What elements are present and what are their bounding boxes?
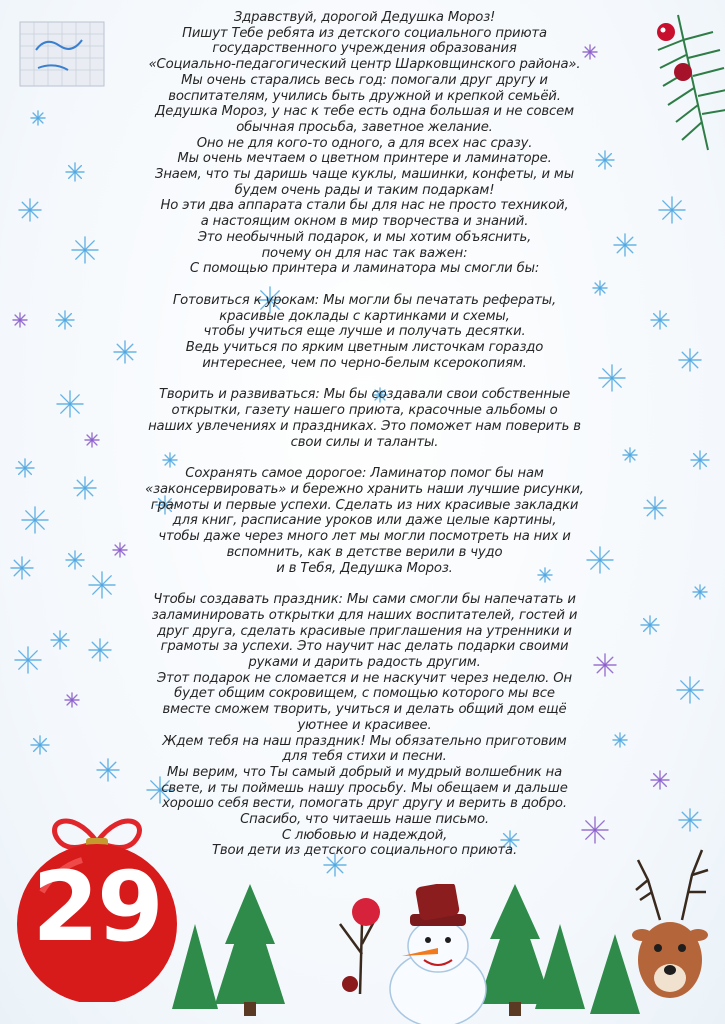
snowflake-icon [72, 237, 98, 263]
letter-line: Чтобы создавать праздник: Мы сами смогли бы напечатать и [153, 592, 576, 608]
snowflake-icon [22, 507, 48, 533]
letter-line: вместе сможем творить, учиться и делать общий дом ещё [162, 702, 567, 718]
letter-line: Знаем, что ты даришь чаще куклы, машинки, конфеты, и мы [155, 167, 574, 183]
letter-line: чтобы даже через много лет мы могли посмотреть на них и [158, 529, 571, 545]
letter-line: С помощью принтера и ламинатора мы смогли бы: [189, 261, 540, 277]
snowflake-icon [66, 551, 84, 569]
snowflake-icon [56, 311, 74, 329]
snowflake-icon [89, 639, 111, 661]
letter-line: «Социально-педагогический центр Шарковщинского района». [148, 57, 581, 73]
letter-intro [112, 26, 617, 277]
letter-signature: Твои дети из детского социального приюта. [212, 843, 517, 859]
snowflake-icon [13, 313, 27, 327]
letter-line: Это необычный подарок, и мы хотим объяснить, [197, 229, 532, 245]
letter-line: грамоты и первые успехи. Сделать из них красивые закладки [150, 497, 579, 513]
letter-line: для тебя стихи и песни. [282, 749, 447, 765]
letter-line: уютнее и красивее. [297, 717, 432, 733]
snowflake-icon [85, 433, 99, 447]
letter-line: красивые доклады с картинками и схемы, [219, 308, 510, 324]
letter-line: хорошо себя вести, помогать друг другу и верить в добро. [162, 796, 567, 812]
letter-line: государственного учреждения образования [212, 41, 517, 57]
letter-paragraph-lessons [112, 293, 617, 372]
letter-line: интереснее, чем по черно-белым ксерокопиям. [202, 355, 527, 371]
snowflake-icon [31, 736, 49, 754]
letter-line: обычная просьба, заветное желание. [236, 119, 493, 135]
snowflake-icon [31, 111, 45, 125]
snowflake-icon [15, 647, 41, 673]
letter-line: руками и дарить радость другим. [248, 655, 481, 671]
letter-line: Творить и развиваться: Мы бы создавали свои собственные [158, 387, 571, 403]
letter-line: почему он для нас так важен: [261, 245, 468, 261]
letter-paragraph-preserve [112, 466, 617, 576]
letter-line: Дедушка Мороз, у нас к тебе есть одна большая и не совсем [155, 104, 574, 120]
letter-line: Мы очень старались весь год: помогали друг другу и [181, 72, 548, 88]
letter-line: Этот подарок не сломается и не наскучит через неделю. Он [157, 670, 572, 686]
letter-line: С любовью и надеждой, [281, 827, 448, 843]
snowflake-icon [66, 163, 84, 181]
letter-line: Но эти два аппарата стали бы для нас не просто техникой, [160, 198, 569, 214]
letter-line: вспомнить, как в детстве верили в чудо [226, 544, 503, 560]
day-number-ornament [2, 812, 192, 1002]
letter-line: воспитателям, учились быть дружной и крепкой семьёй. [168, 88, 561, 104]
snowflake-icon [651, 311, 669, 329]
letter-line: Спасибо, что читаешь наше письмо. [240, 812, 489, 828]
snowflake-icon [623, 448, 637, 462]
drawing-scrap-icon [18, 20, 108, 90]
letter-greeting: Здравствуй, дорогой Дедушка Мороз! [233, 10, 496, 25]
letter-body [112, 10, 617, 859]
letter-paragraph-creativity [112, 387, 617, 450]
snowman-icon [380, 884, 500, 1024]
snowflake-icon [659, 197, 685, 223]
letter-line: и в Тебя, Дедушка Мороз. [276, 560, 453, 576]
snowflake-icon [693, 585, 707, 599]
snowflake-icon [11, 557, 33, 579]
snowflake-icon [51, 631, 69, 649]
snowflake-icon [679, 349, 701, 371]
snowflake-icon [57, 391, 83, 417]
snowflake-icon [74, 477, 96, 499]
snowflake-icon [614, 234, 636, 256]
letter-line: свои силы и таланты. [290, 434, 439, 450]
snowflake-icon [644, 497, 666, 519]
letter-line: а настоящим окном в мир творчества и знаний. [200, 214, 529, 230]
letter-line: друг друга, сделать красивые приглашения на утренники и [157, 623, 572, 639]
berry-twig-icon [300, 884, 390, 1004]
letter-line: будем очень рады и таким подаркам! [234, 182, 495, 198]
letter-line: свете, и ты поймешь нашу просьбу. Мы обещаем и дальше [161, 780, 568, 796]
letter-line: наших увлечениях и праздниках. Это поможет нам поверить в [148, 418, 581, 434]
letter-line: Мы очень мечтаем о цветном принтере и ламинаторе. [177, 151, 552, 167]
day-number: 29 [32, 851, 162, 963]
letter-line: для книг, расписание уроков или даже целые картины, [172, 513, 557, 529]
snowflake-icon [19, 199, 41, 221]
letter-line: будет общим сокровищем, с помощью которого мы все [174, 686, 555, 702]
letter-line: Готовиться к урокам: Мы могли бы печатать рефераты, [172, 292, 557, 308]
letter-line: Ждем тебя на наш праздник! Мы обязательно приготовим [162, 733, 567, 749]
letter-line: Ведь учиться по ярким цветным листочкам гораздо [185, 340, 544, 356]
snowflake-icon [691, 451, 709, 469]
letter-line: Мы верим, что Ты самый добрый и мудрый волшебник на [166, 764, 563, 780]
snowflake-icon [65, 693, 79, 707]
letter-line: Оно не для кого-то одного, а для всех нас сразу. [196, 135, 533, 151]
letter-line: грамоты за успехи. Это научит нас делать подарки своими [160, 639, 569, 655]
letter-line: чтобы учиться еще лучше и получать десятки. [203, 324, 526, 340]
snowflake-icon [16, 459, 34, 477]
letter-line: Пишут Тебе ребята из детского социального приюта [182, 25, 547, 41]
letter-line: Сохранять самое дорогое: Ламинатор помог бы нам [185, 466, 544, 482]
snowflake-icon [677, 677, 703, 703]
letter-paragraph-holiday [112, 592, 617, 843]
fir-branch-icon [638, 10, 725, 160]
letter-line: «законсервировать» и бережно хранить наши лучшие рисунки, [145, 481, 584, 497]
letter-line: открытки, газету нашего приюта, красочные альбомы о [171, 403, 558, 419]
letter-line: заламинировать открытки для наших воспитателей, гостей и [151, 607, 578, 623]
snowflake-icon [651, 771, 669, 789]
snowflake-icon [641, 616, 659, 634]
